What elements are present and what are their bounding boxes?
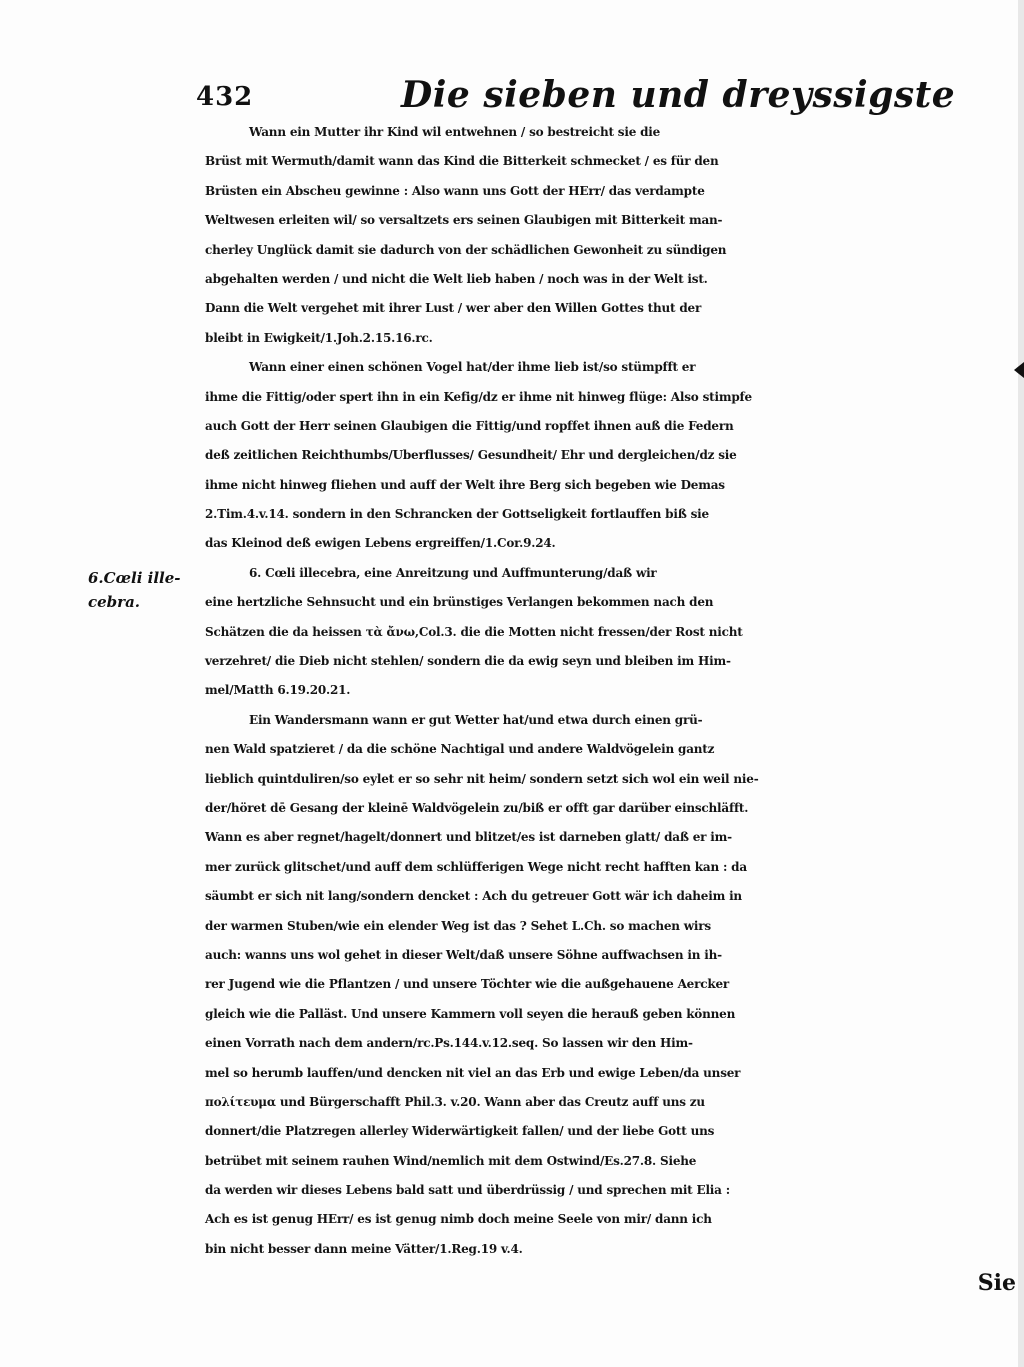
text-line: Ach es ist genug HErr/ es ist genug nimb doch meine Seele von mir/ dann ich <box>205 1212 712 1227</box>
margin-note-line: cebra. <box>88 593 141 611</box>
text-line: mer zurück glitschet/und auff dem schlüfferigen Wege nicht recht hafften kan : da <box>205 859 747 874</box>
text-line: säumbt er sich nit lang/sondern dencket : Ach du getreuer Gott wär ich daheim in <box>205 889 742 904</box>
text-line: mel so herumb lauffen/und dencken nit viel an das Erb und ewige Leben/da unser <box>205 1065 741 1080</box>
text-line: betrübet mit seinem rauhen Wind/nemlich mit dem Ostwind/Es.27.8. Siehe <box>205 1153 697 1168</box>
text-line: donnert/die Platzregen allerley Widerwärtigkeit fallen/ und der liebe Gott uns <box>205 1124 715 1139</box>
text-line: Schätzen die da heissen τὰ ἄνω,Col.3. die die Motten nicht fressen/der Rost nicht <box>205 624 743 639</box>
text-line: Brüst mit Wermuth/damit wann das Kind die Bitterkeit schmecket / es für den <box>205 154 719 169</box>
text-line: 6. Cœli illecebra, eine Anreitzung und Auffmunterung/daß wir <box>249 565 657 580</box>
text-line: Dann die Welt vergehet mit ihrer Lust / wer aber den Willen Gottes thut der <box>205 301 702 316</box>
body-text <box>205 118 1005 1264</box>
text-line: verzehret/ die Dieb nicht stehlen/ sondern die da ewig seyn und bleiben im Him- <box>205 654 731 669</box>
text-line: lieblich quintduliren/so eylet er so sehr nit heim/ sondern setzt sich wol ein weil nie- <box>205 771 759 786</box>
text-line: Wann einer einen schönen Vogel hat/der ihme lieb ist/so stümpfft er <box>249 360 696 375</box>
text-line: das Kleinod deß ewigen Lebens ergreiffen/1.Cor.9.24. <box>205 536 556 551</box>
text-line: gleich wie die Palläst. Und unsere Kammern voll seyen die herauß geben können <box>205 1006 736 1021</box>
text-line: der/höret dē Gesang der kleinē Waldvögelein zu/biß er offt gar darüber einschläfft. <box>205 800 749 815</box>
margin-note-line: 6.Cœli ille- <box>88 569 181 587</box>
text-line: auch Gott der Herr seinen Glaubigen die Fittig/und ropffet ihnen auß die Federn <box>205 418 734 433</box>
text-line: rer Jugend wie die Pflantzen / und unsere Töchter wie die außgehauene Aercker <box>205 977 730 992</box>
catchword: Sie <box>977 1270 1016 1296</box>
text-line: πολίτευμα und Bürgerschafft Phil.3. v.20. Wann aber das Creutz auff uns zu <box>205 1094 705 1109</box>
text-line: abgehalten werden / und nicht die Welt lieb haben / noch was in der Welt ist. <box>205 271 708 286</box>
text-line: nen Wald spatzieret / da die schöne Nachtigal und andere Waldvögelein gantz <box>205 742 715 757</box>
margin-note <box>88 566 188 614</box>
text-line: Ein Wandersmann wann er gut Wetter hat/und etwa durch einen grü- <box>249 712 703 727</box>
running-title: Die sieben und dreyssigste <box>401 74 956 116</box>
text-line: Wann es aber regnet/hagelt/donnert und blitzet/es ist darneben glatt/ daß er im- <box>205 830 732 845</box>
page-edge-shadow <box>1018 0 1024 1367</box>
text-line: bleibt in Ewigkeit/1.Joh.2.15.16.rc. <box>205 330 433 345</box>
text-line: eine hertzliche Sehnsucht und ein brünstiges Verlangen bekommen nach den <box>205 595 714 610</box>
edge-mark-triangle <box>1014 362 1024 378</box>
text-line: der warmen Stuben/wie ein elender Weg ist das ? Sehet L.Ch. so machen wirs <box>205 918 711 933</box>
text-line: einen Vorrath nach dem andern/rc.Ps.144.v.12.seq. So lassen wir den Him- <box>205 1036 693 1051</box>
text-line: Weltwesen erleiten wil/ so versaltzets ers seinen Glaubigen mit Bitterkeit man- <box>205 213 723 228</box>
text-line: cherley Unglück damit sie dadurch von der schädlichen Gewonheit zu sündigen <box>205 242 727 257</box>
text-line: ihme die Fittig/oder spert ihn in ein Kefig/dz er ihme nit hinweg flüge: Also stimpfe <box>205 389 752 404</box>
page-number: 432 <box>196 82 254 112</box>
text-line: deß zeitlichen Reichthumbs/Uberflusses/ Gesundheit/ Ehr und dergleichen/dz sie <box>205 448 737 463</box>
text-line: ihme nicht hinweg fliehen und auff der Welt ihre Berg sich begeben wie Demas <box>205 477 725 492</box>
text-line: Brüsten ein Abscheu gewinne : Also wann uns Gott der HErr/ das verdampte <box>205 183 705 198</box>
text-line: Wann ein Mutter ihr Kind wil entwehnen / so bestreicht sie die <box>249 125 661 139</box>
text-line: auch: wanns uns wol gehet in dieser Welt/daß unsere Söhne auffwachsen in ih- <box>205 947 722 962</box>
text-line: mel/Matth 6.19.20.21. <box>205 683 351 698</box>
text-line: 2.Tim.4.v.14. sondern in den Schrancken der Gottseligkeit fortlauffen biß sie <box>205 507 709 522</box>
page-header <box>196 74 996 124</box>
text-line: bin nicht besser dann meine Vätter/1.Reg.19 v.4. <box>205 1241 523 1256</box>
text-line: da werden wir dieses Lebens bald satt und überdrüssig / und sprechen mit Elia : <box>205 1183 730 1198</box>
